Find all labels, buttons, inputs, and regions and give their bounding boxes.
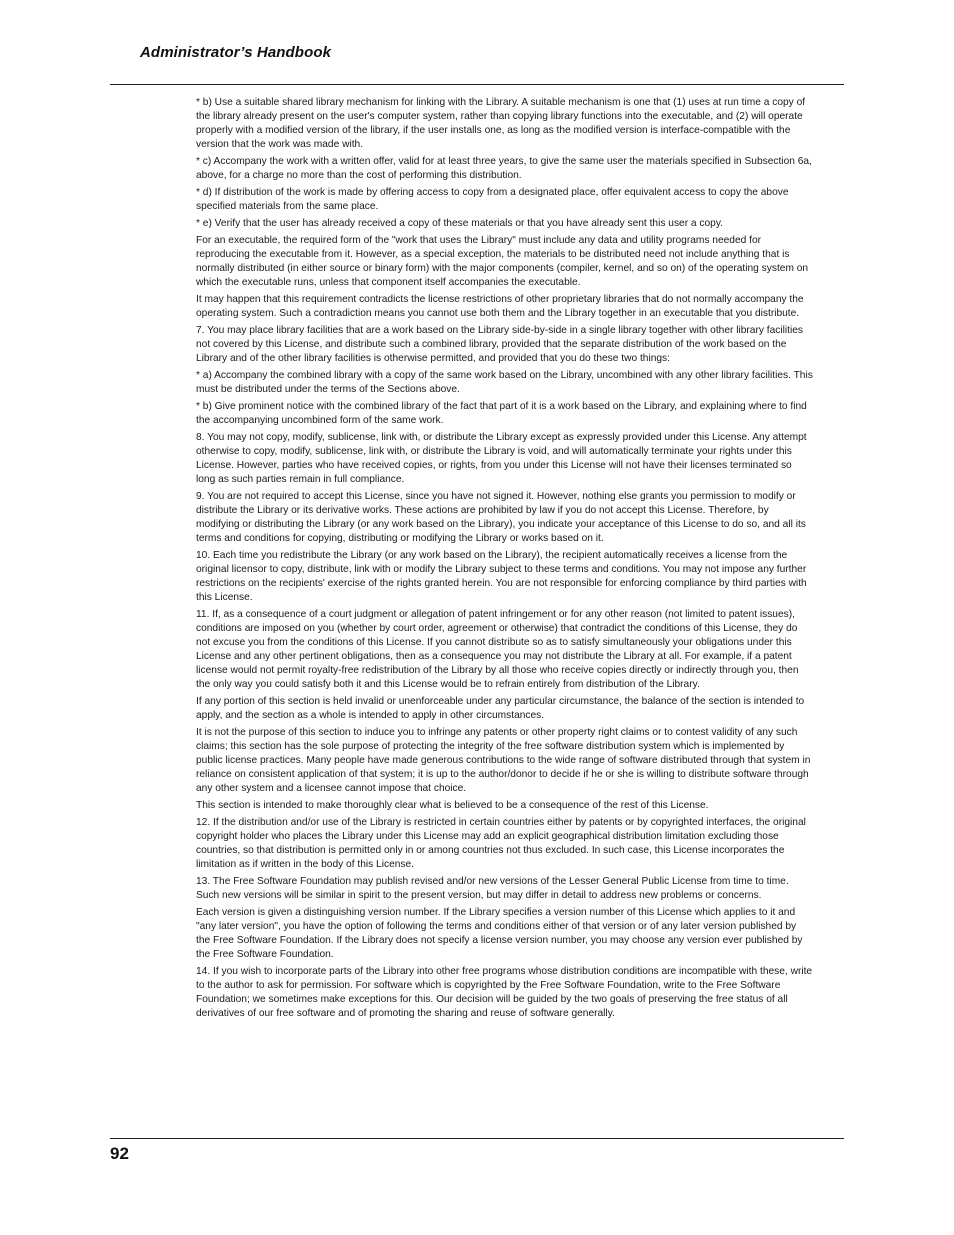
footer-divider	[110, 1138, 844, 1139]
document-body	[196, 96, 813, 1024]
paragraph: Each version is given a distinguishing version number. If the Library specifies a version number of this License which applies to it and "any later version", you have the option of following the terms and conditions either of that version or of any later version published by the Free Software Foundation. If the Library does not specify a license version number, you may choose any version ever published by the Free Software Foundation.	[196, 907, 803, 960]
paragraph: If any portion of this section is held invalid or unenforceable under any particular circumstance, the balance of the section is intended to apply, and the section as a whole is intended to apply in other circumstances.	[196, 696, 805, 721]
paragraph: 8. You may not copy, modify, sublicense, link with, or distribute the Library except as expressly provided under this License. Any attempt otherwise to copy, modify, sublicense, link with, or distribute the Library is void, and will automatically terminate your rights under this License. However, parties who have received copies, or rights, from you under this License will not have their licenses terminated so long as such parties remain in full compliance.	[196, 432, 807, 485]
paragraph: * b) Give prominent notice with the combined library of the fact that part of it is a work based on the Library, and explaining where to find the accompanying uncombined form of the same work.	[196, 401, 807, 426]
paragraph: * d) If distribution of the work is made by offering access to copy from a designated place, offer equivalent access to copy the above specified materials from the same place.	[196, 187, 789, 212]
paragraph: * b) Use a suitable shared library mechanism for linking with the Library. A suitable mechanism is one that (1) uses at run time a copy of the library already present on the user's computer system, rather than copying library functions into the executable, and (2) will operate properly with a modified version of the library, if the user installs one, as long as the modified version is interface-compatible with the version that the work was made with.	[196, 97, 806, 150]
header-divider	[110, 84, 844, 85]
paragraph: It is not the purpose of this section to induce you to infringe any patents or other property right claims or to contest validity of any such claims; this section has the sole purpose of protecting the integrity of the free software distribution system which is implemented by public license practices. Many people have made generous contributions to the wide range of software distributed through that system in reliance on consistent application of that system; it is up to the author/donor to decide if he or she is willing to distribute software through any other system and a licensee cannot impose that choice.	[196, 727, 811, 794]
paragraph: For an executable, the required form of the "work that uses the Library" must include any data and utility programs needed for reproducing the executable from it. However, as a special exception, the materials to be distributed need not include anything that is normally distributed (in either source or binary form) with the major components (compiler, kernel, and so on) of the operating system on which the executable runs, unless that component itself accompanies the executable.	[196, 235, 809, 288]
page-number: 92	[110, 1144, 129, 1163]
paragraph: It may happen that this requirement contradicts the license restrictions of other proprietary libraries that do not normally accompany the operating system. Such a contradiction means you cannot use both them and the Library together in an executable that you distribute.	[196, 294, 804, 319]
paragraph: 13. The Free Software Foundation may publish revised and/or new versions of the Lesser General Public License from time to time. Such new versions will be similar in spirit to the present version, but may differ in detail to address new problems or concerns.	[196, 876, 789, 901]
paragraph: * e) Verify that the user has already received a copy of these materials or that you have already sent this user a copy.	[196, 218, 724, 229]
paragraph: 12. If the distribution and/or use of the Library is restricted in certain countries either by patents or by copyrighted interfaces, the original copyright holder who places the Library under this License may add an explicit geographical distribution limitation excluding those countries, so that distribution is permitted only in or among countries not thus excluded. In such case, this License incorporates the limitation as if written in the body of this License.	[196, 817, 806, 870]
paragraph: * c) Accompany the work with a written offer, valid for at least three years, to give the same user the materials specified in Subsection 6a, above, for a charge no more than the cost of performing this distribution.	[196, 156, 812, 181]
paragraph: 10. Each time you redistribute the Library (or any work based on the Library), the recipient automatically receives a license from the original licensor to copy, distribute, link with or modify the Library subject to these terms and conditions. You may not impose any further restrictions on the recipients' exercise of the rights granted herein. You are not responsible for enforcing compliance by third parties with this License.	[196, 550, 807, 603]
paragraph: * a) Accompany the combined library with a copy of the same work based on the Library, uncombined with any other library facilities. This must be distributed under the terms of the Sections above.	[196, 370, 813, 395]
paragraph: 11. If, as a consequence of a court judgment or allegation of patent infringement or for any other reason (not limited to patent issues), conditions are imposed on you (whether by court order, agreement or otherwise) that contradict the conditions of this License, they do not excuse you from the conditions of this License. If you cannot distribute so as to satisfy simultaneously your obligations under this License and any other pertinent obligations, then as a consequence you may not distribute the Library at all. For example, if a patent license would not permit royalty-free redistribution of the Library by all those who receive copies directly or indirectly through you, then the only way you could satisfy both it and this License would be to refrain entirely from distribution of the Library.	[196, 609, 799, 690]
paragraph: This section is intended to make thoroughly clear what is believed to be a consequence of the rest of this License.	[196, 800, 709, 811]
page-header-title: Administrator’s Handbook	[140, 44, 332, 61]
paragraph: 9. You are not required to accept this License, since you have not signed it. However, nothing else grants you permission to modify or distribute the Library or its derivative works. These actions are prohibited by law if you do not accept this License. Therefore, by modifying or distributing the Library (or any work based on the Library), you indicate your acceptance of this License to do so, and all its terms and conditions for copying, distributing or modifying the Library or works based on it.	[196, 491, 806, 544]
paragraph: 14. If you wish to incorporate parts of the Library into other free programs whose distribution conditions are incompatible with these, write to the author to ask for permission. For software which is copyrighted by the Free Software Foundation, write to the Free Software Foundation; we sometimes make exceptions for this. Our decision will be guided by the two goals of preserving the free status of all derivatives of our free software and of promoting the sharing and reuse of software generally.	[196, 966, 813, 1019]
paragraph: 7. You may place library facilities that are a work based on the Library side-by-side in a single library together with other library facilities not covered by this License, and distribute such a combined library, provided that the separate distribution of the work based on the Library and of the other library facilities is otherwise permitted, and provided that you do these two things:	[196, 325, 804, 364]
